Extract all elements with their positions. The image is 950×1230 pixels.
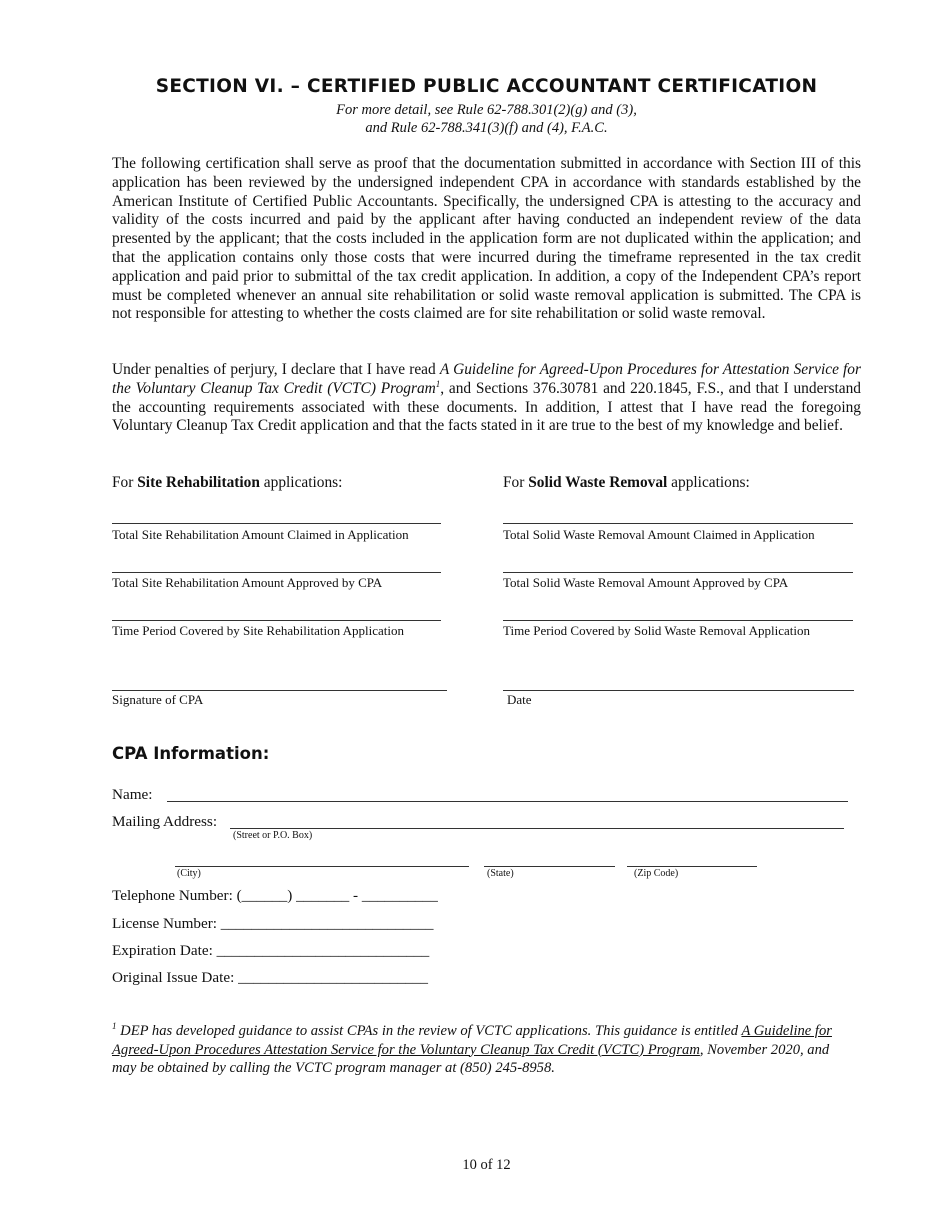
zip-code-field[interactable] (627, 866, 757, 867)
date-label: Date (507, 692, 532, 707)
solid-waste-amount-approved-line[interactable] (503, 572, 853, 573)
footnote-lead: DEP has developed guidance to assist CPAs in the review of VCTC applications. This guidance is entitled (116, 1023, 742, 1039)
city-field[interactable] (175, 866, 469, 867)
solid-waste-heading: For Solid Waste Removal applications: (503, 474, 750, 491)
license-number-field[interactable]: License Number: ____________________________ (112, 915, 434, 932)
site-rehab-amount-approved-line[interactable] (112, 572, 441, 573)
solid-waste-amount-claimed-label: Total Solid Waste Removal Amount Claimed in Application (503, 527, 815, 542)
guideline-title: A Guideline for Agreed-Upon Procedures for Attestation Service for the Voluntary Cleanup Tax Credit (VCTC) Program (112, 361, 861, 397)
footnote-reference: 1 (435, 378, 441, 389)
site-rehab-time-period-label: Time Period Covered by Site Rehabilitation Application (112, 623, 404, 638)
site-rehab-amount-claimed-label: Total Site Rehabilitation Amount Claimed in Application (112, 527, 409, 542)
footnote-mark: 1 (112, 1021, 117, 1032)
mailing-address-label: Mailing Address: (112, 813, 218, 830)
site-rehab-heading: For Site Rehabilitation applications: (112, 474, 343, 491)
declaration-lead: Under penalties of perjury, I declare that I have read (112, 361, 440, 378)
footnote (112, 1022, 837, 1078)
page-number: 10 of 12 (462, 1157, 511, 1173)
expiration-date-field[interactable]: Expiration Date: ____________________________ (112, 942, 430, 959)
cpa-information-heading: CPA Information: (112, 744, 270, 763)
telephone-number-field[interactable]: Telephone Number: (______) _______ - __________ (112, 887, 438, 904)
solid-waste-amount-claimed-line[interactable] (503, 523, 853, 524)
perjury-declaration-paragraph (112, 361, 861, 436)
site-rehab-amount-approved-label: Total Site Rehabilitation Amount Approved by CPA (112, 575, 383, 590)
name-field[interactable] (167, 801, 848, 802)
declaration-rest: , and Sections 376.30781 and 220.1845, F.S., and that I understand the accounting requirements associated with these documents. In addition, I attest that I have read the foregoing Voluntary Cleanup Tax Credit application and that the facts stated in it are true to the best of my knowledge and belief. (112, 379, 862, 435)
street-address-field[interactable] (230, 828, 844, 829)
original-issue-date-field[interactable]: Original Issue Date: _________________________ (112, 969, 428, 986)
cpa-signature-label: Signature of CPA (112, 692, 204, 707)
state-field[interactable] (484, 866, 615, 867)
solid-waste-time-period-label: Time Period Covered by Solid Waste Removal Application (503, 623, 810, 638)
certification-paragraph: The following certification shall serve as proof that the documentation submitted in accordance with Section III of this application has been reviewed by the undersigned independent CPA in accordance with standards established by the American Institute of Certified Public Accountants. Specifically, the undersigned CPA is attesting to the accuracy and validity of the costs incurred and paid by the applicant after having conducted an independent review of the data presented by the applicant; that the costs included in the application form are not duplicated within the application; and that the application contains only those costs that were incurred during the timeframe represented in the tax credit application and paid prior to submittal of the tax credit application. In addition, a copy of the Independent CPA’s report must be completed whenever an annual site rehabilitation or solid waste removal application is submitted. The CPA is not responsible for attesting to whether the costs claimed are for site rehabilitation or solid waste removal. (112, 155, 861, 323)
section-title: SECTION VI. – CERTIFIED PUBLIC ACCOUNTANT CERTIFICATION (155, 76, 818, 97)
date-line[interactable] (503, 690, 854, 691)
state-hint: (State) (487, 868, 514, 879)
subtitle-rule-reference-1: For more detail, see Rule 62-788.301(2)(g) and (3), (336, 102, 637, 118)
cpa-signature-line[interactable] (112, 690, 447, 691)
site-rehab-amount-claimed-line[interactable] (112, 523, 441, 524)
footnote-guideline-title: A Guideline for Agreed-Upon Procedures Attestation Service for the Voluntary Cleanup Tax Credit (VCTC) Program (112, 1023, 832, 1058)
solid-waste-amount-approved-label: Total Solid Waste Removal Amount Approved by CPA (503, 575, 789, 590)
city-hint: (City) (177, 868, 201, 879)
name-label: Name: (112, 786, 153, 803)
subtitle-rule-reference-2: and Rule 62-788.341(3)(f) and (4), F.A.C. (365, 120, 608, 136)
site-rehab-time-period-line[interactable] (112, 620, 441, 621)
document-page (112, 0, 861, 1230)
street-hint: (Street or P.O. Box) (233, 830, 313, 841)
solid-waste-time-period-line[interactable] (503, 620, 853, 621)
footnote-tail: , November 2020, and may be obtained by calling the VCTC program manager at (850) 245-8958. (112, 1041, 830, 1076)
zip-code-hint: (Zip Code) (634, 868, 679, 879)
